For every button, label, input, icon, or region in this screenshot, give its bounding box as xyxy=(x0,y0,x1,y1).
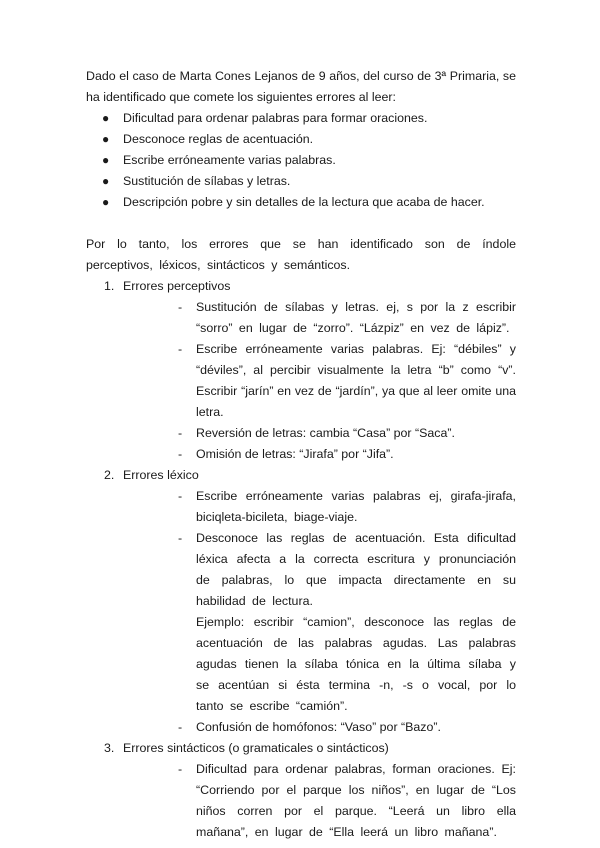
bullet-icon: ● xyxy=(102,111,110,125)
list-item: - Confusión de homófonos: “Vaso” por “Bazo”. xyxy=(123,717,516,738)
list-item: - Dificultad para ordenar palabras, forman oraciones. Ej: “Corriendo por el parque los niños”, en lugar de “Los niños corren por el parque. “Leerá un libro ella mañana”, en lugar de “Ella leerá un libro mañana”. xyxy=(123,759,516,843)
list-item: - Escribe erróneamente varias palabras ej, girafa-jirafa, biciqleta-bicileta, biage-viaje. xyxy=(123,486,516,528)
dash-icon: - xyxy=(178,426,183,440)
bullet-icon: ● xyxy=(102,174,110,188)
document-page xyxy=(86,66,516,843)
section-title: Errores sintácticos (o gramaticales o sintácticos) xyxy=(123,741,389,755)
list-item: - Omisión de letras: “Jirafa” por “Jifa”. xyxy=(123,444,516,465)
section-number: 2. xyxy=(104,468,115,482)
summary-paragraph: Por lo tanto, los errores que se han identificado son de índole perceptivos, léxicos, sintácticos y semánticos. xyxy=(86,237,516,272)
dash-icon: - xyxy=(178,300,183,314)
dash-icon: - xyxy=(178,762,183,776)
bullet-icon: ● xyxy=(102,132,110,146)
list-item: - Reversión de letras: cambia “Casa” por “Saca”. xyxy=(123,423,516,444)
section-items xyxy=(123,486,516,738)
list-item: - Desconoce las reglas de acentuación. Esta dificultad léxica afecta a la correcta escritura y pronunciación de palabras, lo que impacta directamente en su habilidad de lectura. Ejemplo: escribir “camion”, desconoce las reglas de acentuación de las palabras agudas. Las palabras agudas tienen la sílaba tónica en la última sílaba y se acentúan si ésta termina -n, -s o vocal, por lo tanto se escribe “camión”. xyxy=(123,528,516,717)
list-item: ● Escribe erróneamente varias palabras. xyxy=(86,150,516,171)
error-category-list xyxy=(86,276,516,843)
dash-icon: - xyxy=(178,342,183,356)
bullet-icon: ● xyxy=(102,195,110,209)
dash-icon: - xyxy=(178,489,183,503)
section-perceptivos xyxy=(86,276,516,465)
section-title: Errores léxico xyxy=(123,468,199,482)
section-number: 1. xyxy=(104,279,115,293)
list-item: ● Descripción pobre y sin detalles de la lectura que acaba de hacer. xyxy=(86,192,516,213)
dash-icon: - xyxy=(178,720,183,734)
list-item: - Escribe erróneamente varias palabras. Ej: “débiles” y “déviles”, al percibir visualmente la letra “b” como “v”. Escribir “jarín” en vez de “jardín”, ya que al leer omite una letra. xyxy=(123,339,516,423)
section-items xyxy=(123,759,516,843)
section-title: Errores perceptivos xyxy=(123,279,231,293)
section-sintacticos xyxy=(86,738,516,843)
example-paragraph: Ejemplo: escribir “camion”, desconoce las reglas de acentuación de las palabras agudas. Las palabras agudas tienen la sílaba tónica en la última sílaba y se acentúan si ésta termina -n, -s o vocal, por lo tanto se escribe “camión”. xyxy=(196,615,516,713)
list-item: ● Dificultad para ordenar palabras para formar oraciones. xyxy=(86,108,516,129)
dash-icon: - xyxy=(178,447,183,461)
bullet-icon: ● xyxy=(102,153,110,167)
intro-paragraph: Dado el caso de Marta Cones Lejanos de 9 años, del curso de 3ª Primaria, se ha identificado que comete los siguientes errores al leer: xyxy=(86,69,516,104)
list-item: ● Sustitución de sílabas y letras. xyxy=(86,171,516,192)
list-item: ● Desconoce reglas de acentuación. xyxy=(86,129,516,150)
section-lexico xyxy=(86,465,516,738)
error-bullet-list xyxy=(86,108,516,213)
dash-icon: - xyxy=(178,531,183,545)
section-number: 3. xyxy=(104,741,115,755)
list-item: - Sustitución de sílabas y letras. ej, s por la z escribir “sorro” en lugar de “zorro”. “Lázpiz” en vez de lápiz”. xyxy=(123,297,516,339)
section-items xyxy=(123,297,516,465)
